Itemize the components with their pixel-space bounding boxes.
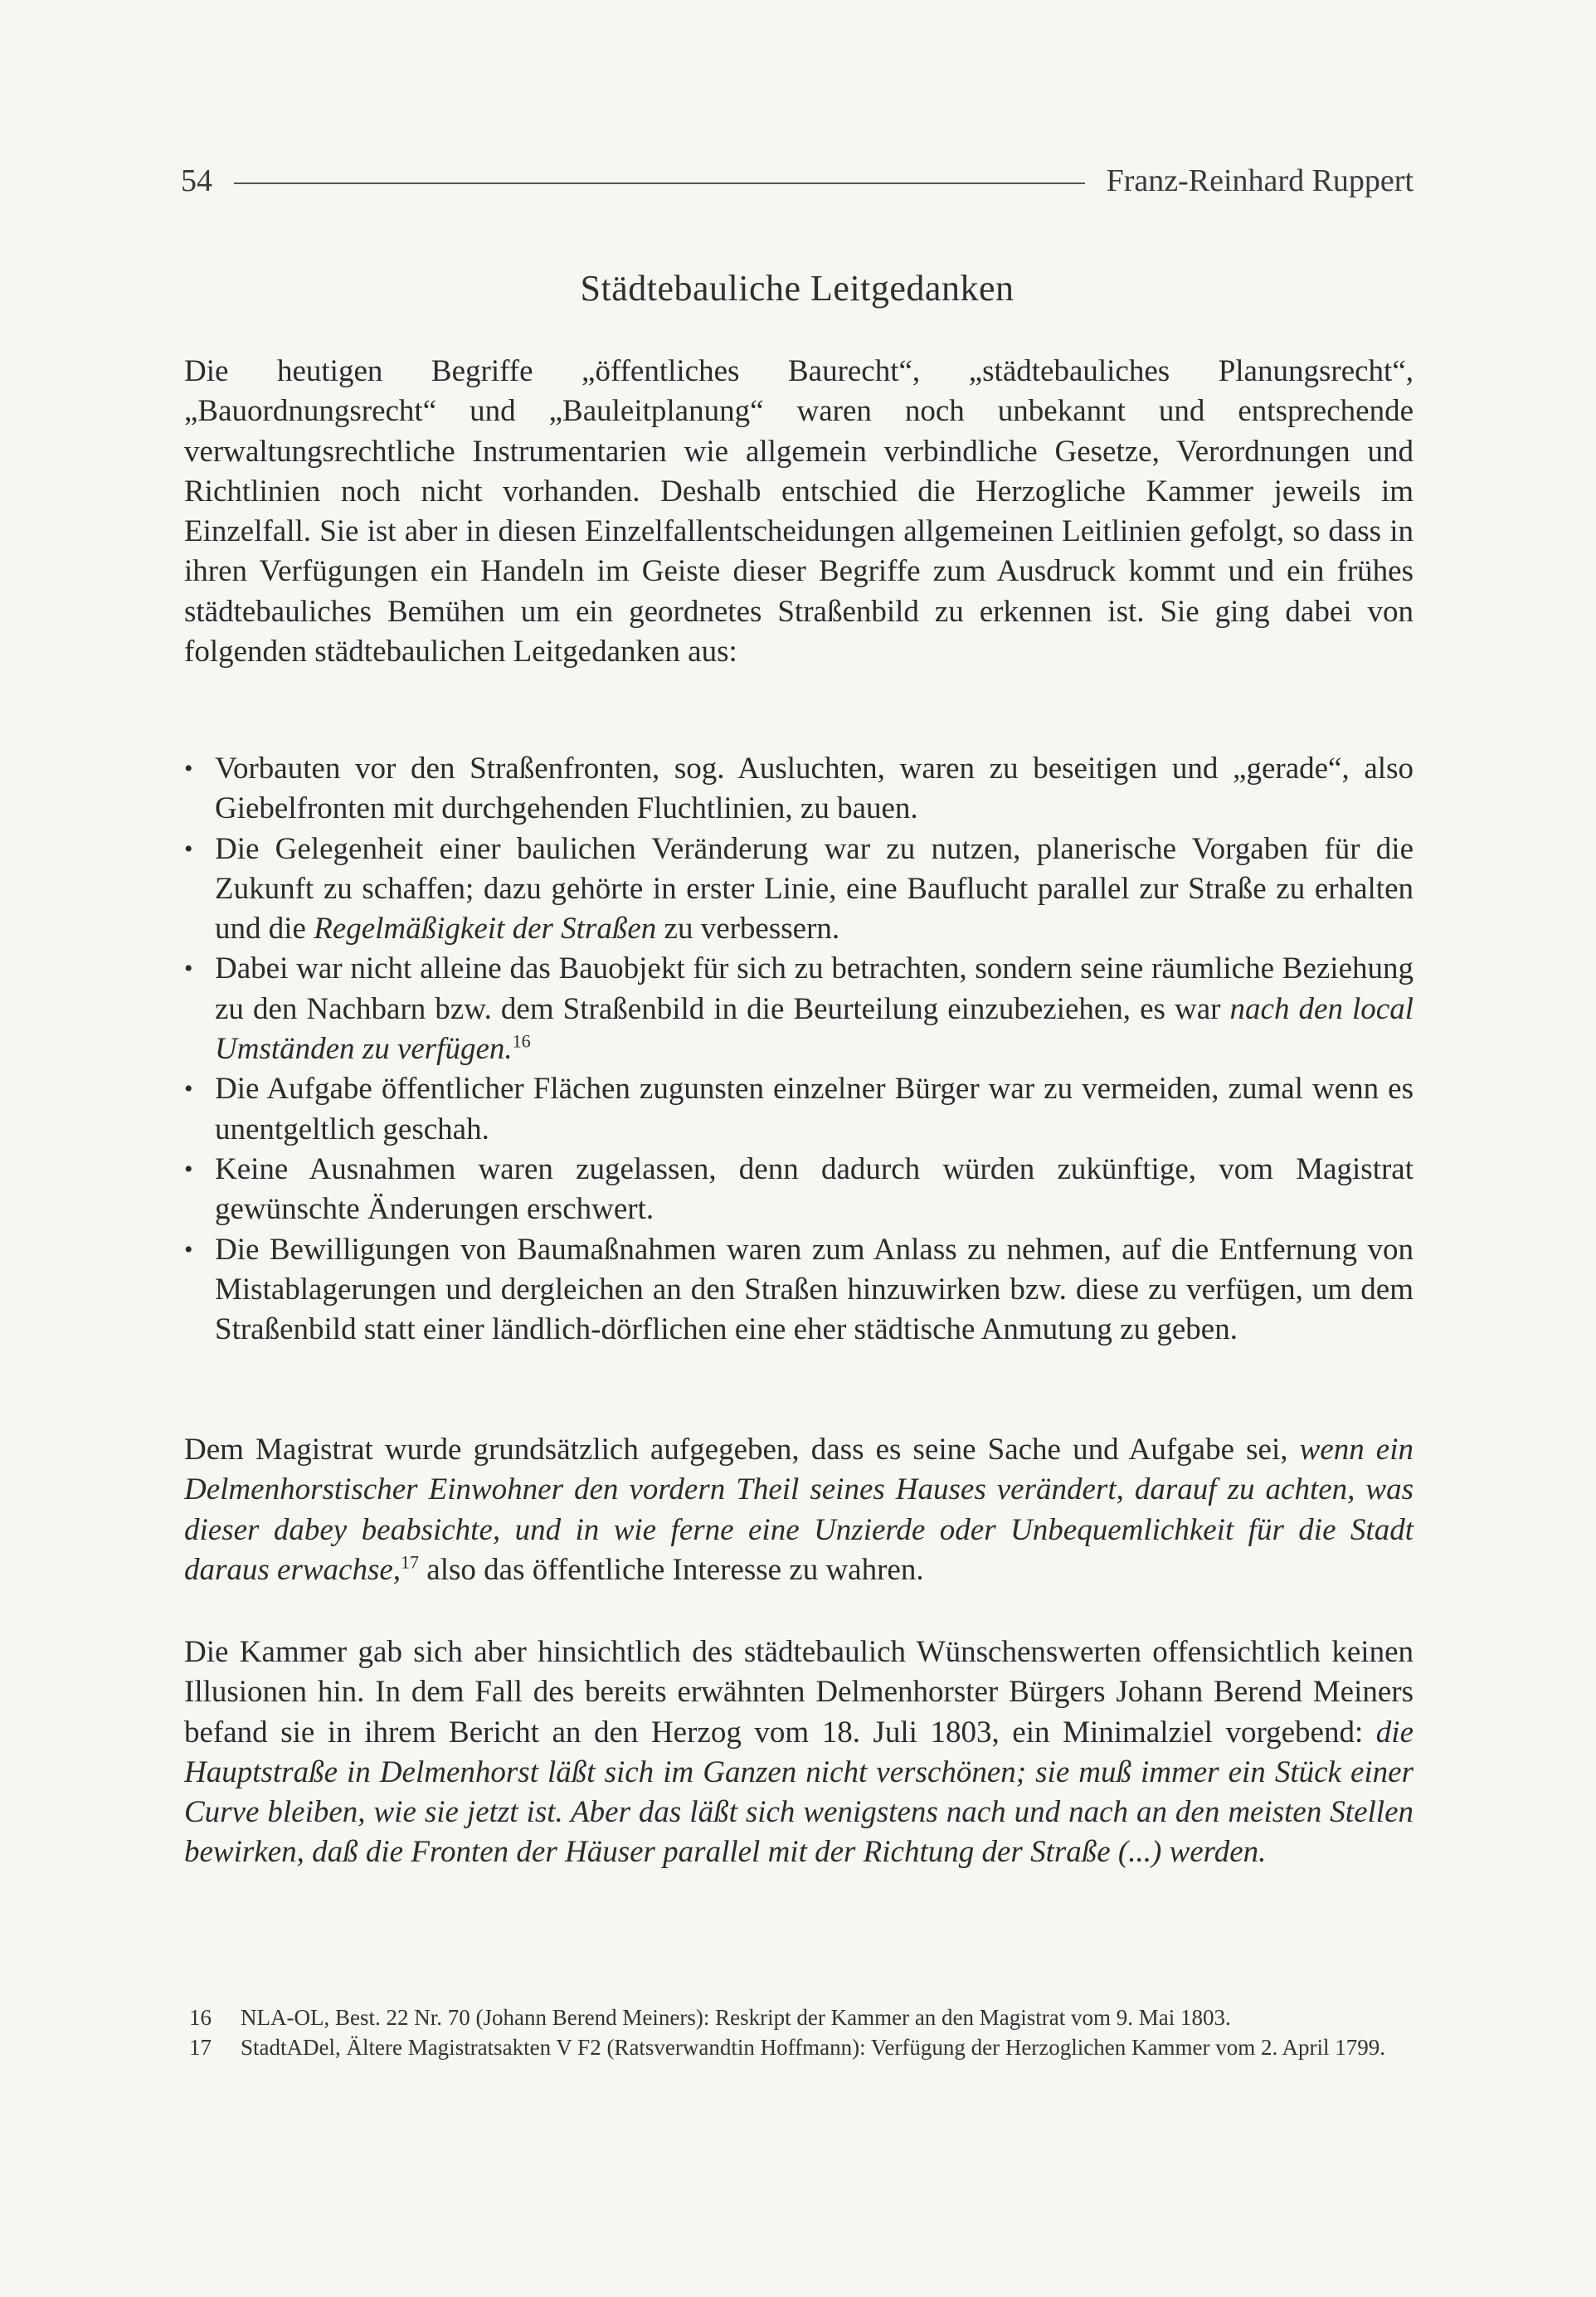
bullet-icon: •: [184, 1155, 193, 1183]
footnote-ref-17[interactable]: 17: [401, 1551, 420, 1573]
page-number: 54: [181, 163, 212, 198]
guideline-list: [184, 749, 1414, 1350]
section-title: Städtebauliche Leitgedanken: [580, 268, 1015, 309]
italic-quote: Regelmäßigkeit der Straßen: [314, 912, 657, 947]
list-item: [184, 1069, 1414, 1150]
footnote-text: StadtADel, Ältere Magistratsakten V F2 (Ratsverwandtin Hoffmann): Verfügung der Herzoglichen Kammer vom 2. April 1799.: [241, 2035, 1385, 2060]
paragraph-text: also das öffentliche Interesse zu wahren.: [419, 1552, 924, 1587]
list-item-text: Die Bewilligungen von Baumaßnahmen waren zum Anlass zu nehmen, auf die Entfernung von Mistablagerungen und dergleichen an den Straßen hinzuwirken bzw. diese zu verfügen, um dem Straßenbild statt einer ländlich-dörflichen eine eher städtische Anmutung zu geben.: [215, 1232, 1414, 1347]
header-rule: [234, 182, 1085, 184]
list-item: [184, 749, 1414, 830]
italic-quote: wenn ein Delmenhorstischer Einwohner den vordern Theil seines Hauses verändert, darauf zu achten, was dieser dabey beabsichte, und in wie ferne eine Unzierde oder Unbequemlichkeit für die Stadt daraus erwachse,: [184, 1433, 1414, 1587]
paragraph-text: Die Kammer gab sich aber hinsichtlich des städtebaulich Wünschenswerten offensichtlich keinen Illusionen hin. In dem Fall des bereits erwähnten Delmenhorster Bürgers Johann Berend Meiners befand sie in ihrem Bericht an den Herzog vom 18. Juli 1803, ein Minimalziel vorgebend:: [184, 1635, 1414, 1750]
footnote-17: [189, 2032, 1414, 2062]
list-item-text: Die Aufgabe öffentlicher Flächen zugunsten einzelner Bürger war zu vermeiden, zumal wenn es unentgeltlich geschah.: [215, 1072, 1414, 1146]
running-head-author: Franz-Reinhard Ruppert: [1106, 163, 1414, 198]
italic-quote: nach den local Umständen zu verfügen.: [215, 991, 1414, 1067]
list-item: [184, 1230, 1414, 1350]
list-item: [184, 1150, 1414, 1230]
footnotes: [189, 2003, 1414, 2062]
italic-quote: die Hauptstraße in Delmenhorst läßt sich im Ganzen nicht verschönen; sie muß immer ein Stück einer Curve bleiben, wie sie jetzt ist. Aber das läßt sich wenigstens nach und nach an den meisten Stellen bewirken, daß die Fronten der Häuser parallel mit der Richtung der Straße (...) werden.: [184, 1715, 1414, 1870]
bullet-icon: •: [184, 955, 193, 983]
footnote-ref-16[interactable]: 16: [512, 1030, 531, 1052]
list-item: [184, 830, 1414, 950]
list-item-text: Dabei war nicht alleine das Bauobjekt für sich zu betrachten, sondern seine räumliche Beziehung zu den Nachbarn bzw. dem Straßenbild in die Beurteilung einzubeziehen, es war: [215, 951, 1414, 1026]
paragraph-text: Dem Magistrat wurde grundsätzlich aufgegeben, dass es seine Sache und Aufgabe sei,: [184, 1433, 1300, 1467]
list-item-text: Vorbauten vor den Straßenfronten, sog. Ausluchten, waren zu beseitigen und „gerade“, also Giebelfronten mit durchgehenden Fluchtlinien, zu bauen.: [215, 752, 1414, 826]
bullet-icon: •: [184, 755, 193, 782]
list-item-text: Die Gelegenheit einer baulichen Veränderung war zu nutzen, planerische Vorgaben für die Zukunft zu schaffen; dazu gehörte in erster Linie, eine Bauflucht parallel zur Straße zu erhalten und die: [215, 831, 1414, 947]
bullet-icon: •: [184, 1075, 193, 1103]
footnote-16: [189, 2003, 1414, 2032]
bullet-icon: •: [184, 835, 193, 863]
footnote-text: NLA-OL, Best. 22 Nr. 70 (Johann Berend Meiners): Reskript der Kammer an den Magistrat vom 9. Mai 1803.: [241, 2005, 1231, 2030]
paragraph-kammer: [184, 1633, 1414, 1873]
footnote-number: 16: [189, 2005, 212, 2030]
list-item-text: zu verbessern.: [656, 912, 840, 947]
list-item: [184, 949, 1414, 1069]
list-item-text: Keine Ausnahmen waren zugelassen, denn dadurch würden zukünftige, vom Magistrat gewünschte Änderungen erschwert.: [215, 1151, 1414, 1227]
running-head: [181, 163, 1414, 199]
paragraph-magistrat: [184, 1430, 1414, 1590]
footnote-number: 17: [189, 2035, 212, 2060]
bullet-icon: •: [184, 1235, 193, 1263]
paragraph-intro: Die heutigen Begriffe „öffentliches Baurecht“, „städtebauliches Planungsrecht“, „Bauordnungsrecht“ und „Bauleitplanung“ waren noch unbekannt und entsprechende verwaltungsrechtliche Instrumentarien wie allgemein verbindliche Gesetze, Verordnungen und Richtlinien noch nicht vorhanden. Deshalb entschied die Herzogliche Kammer jeweils im Einzelfall. Sie ist aber in diesen Einzelfallentscheidungen allgemeinen Leitlinien gefolgt, so dass in ihren Verfügungen ein Handeln im Geiste dieser Begriffe zum Ausdruck kommt und ein frühes städtebauliches Bemühen um ein geordnetes Straßenbild zu erkennen ist. Sie ging dabei von folgenden städtebaulichen Leitgedanken aus:: [184, 354, 1414, 669]
